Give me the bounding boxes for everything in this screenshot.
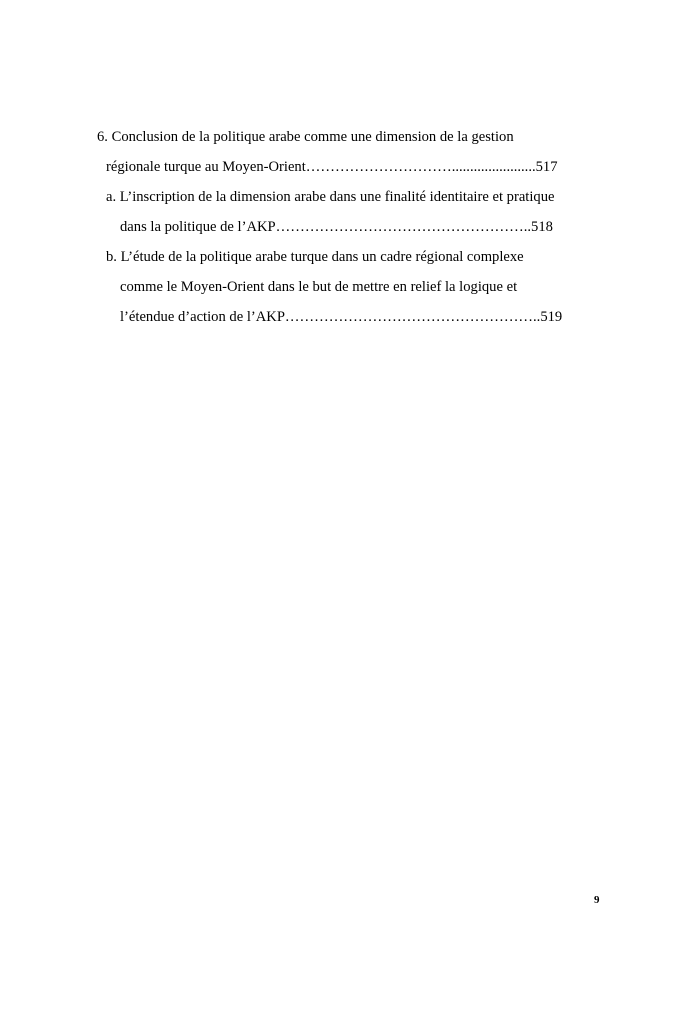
toc-entry-line: a. L’inscription de la dimension arabe dans une finalité identitaire et pratique (106, 189, 555, 205)
toc-entry-line: comme le Moyen-Orient dans le but de mettre en relief la logique et (120, 279, 518, 295)
page-number: 9 (594, 894, 600, 906)
toc-entry-line: b. L’étude de la politique arabe turque dans un cadre régional complexe (106, 249, 524, 265)
toc-entry-line: régionale turque au Moyen-Orient………………………….......................517 (106, 159, 558, 175)
table-of-contents (97, 122, 607, 332)
toc-entry-line: dans la politique de l’AKP……………………………………………..518 (120, 219, 553, 235)
toc-entry-line: 6. Conclusion de la politique arabe comme une dimension de la gestion (97, 129, 514, 145)
toc-entry-line: l’étendue d’action de l’AKP……………………………………………..519 (120, 309, 563, 325)
toc-entry-section-6 (97, 122, 607, 182)
toc-entry-b (97, 242, 607, 332)
toc-entry-a (97, 182, 607, 242)
